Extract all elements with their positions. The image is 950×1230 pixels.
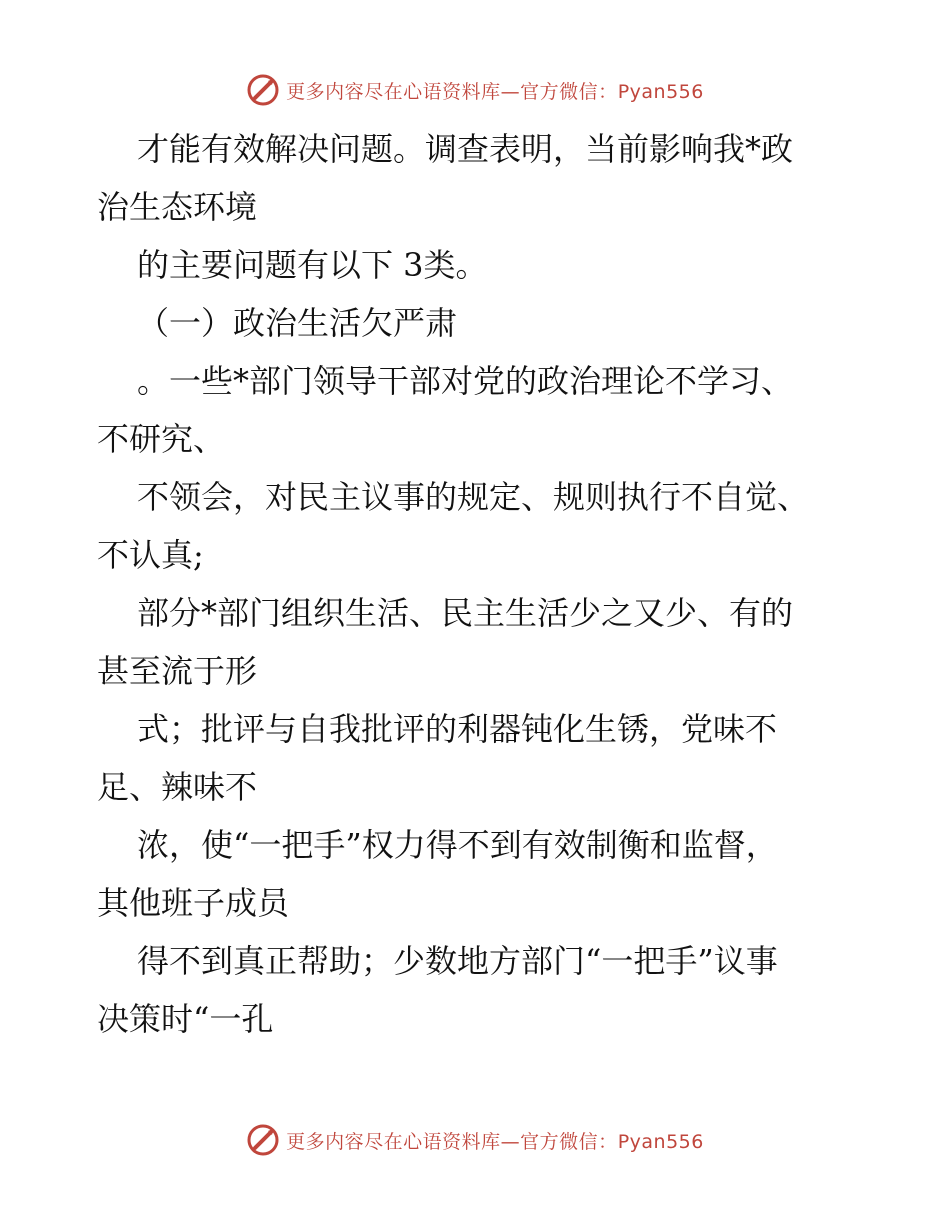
section-heading: （一）政治生活欠严肃: [137, 304, 458, 342]
brush-logo-icon: [246, 1123, 280, 1157]
text-line: 决策时“一孔: [97, 1000, 274, 1038]
footer-watermark: [0, 1120, 950, 1160]
header-wechat-label: 官方微信：: [520, 80, 618, 103]
footer-dash: —: [500, 1130, 521, 1153]
header-watermark: [0, 70, 950, 110]
footer-site-text: 更多内容尽在心语资料库: [286, 1130, 501, 1153]
document-body: [97, 120, 857, 1048]
text-line: 甚至流于形: [97, 652, 258, 690]
brush-logo-icon: [246, 73, 280, 107]
header-dash: —: [500, 80, 521, 103]
text-line: 足、辣味不: [97, 768, 258, 806]
text-line: 不认真;: [97, 536, 204, 574]
text-line: 浓，使“一把手”权力得不到有效制衡和监督，: [137, 826, 778, 864]
footer-wechat-label: 官方微信：: [520, 1130, 618, 1153]
text-line: 式；批评与自我批评的利器钝化生锈，党味不: [137, 710, 778, 748]
footer-wechat-id: Pyan556: [617, 1130, 704, 1153]
text-line: 其他班子成员: [97, 884, 290, 922]
text-line: 治生态环境: [97, 188, 258, 226]
text-line: 的主要问题有以下 3类。: [137, 246, 488, 284]
text-line: 才能有效解决问题。调查表明，当前影响我*政: [137, 130, 794, 168]
text-line: 不研究、: [97, 420, 226, 458]
text-line: 。一些*部门领导干部对党的政治理论不学习、: [137, 362, 794, 400]
header-wechat-id: Pyan556: [617, 80, 704, 103]
text-line: 不领会，对民主议事的规定、规则执行不自觉、: [137, 478, 810, 516]
text-line: 部分*部门组织生活、民主生活少之又少、有的: [137, 594, 794, 632]
header-site-text: 更多内容尽在心语资料库: [286, 80, 501, 103]
text-line: 得不到真正帮助；少数地方部门“一把手”议事: [137, 942, 778, 980]
